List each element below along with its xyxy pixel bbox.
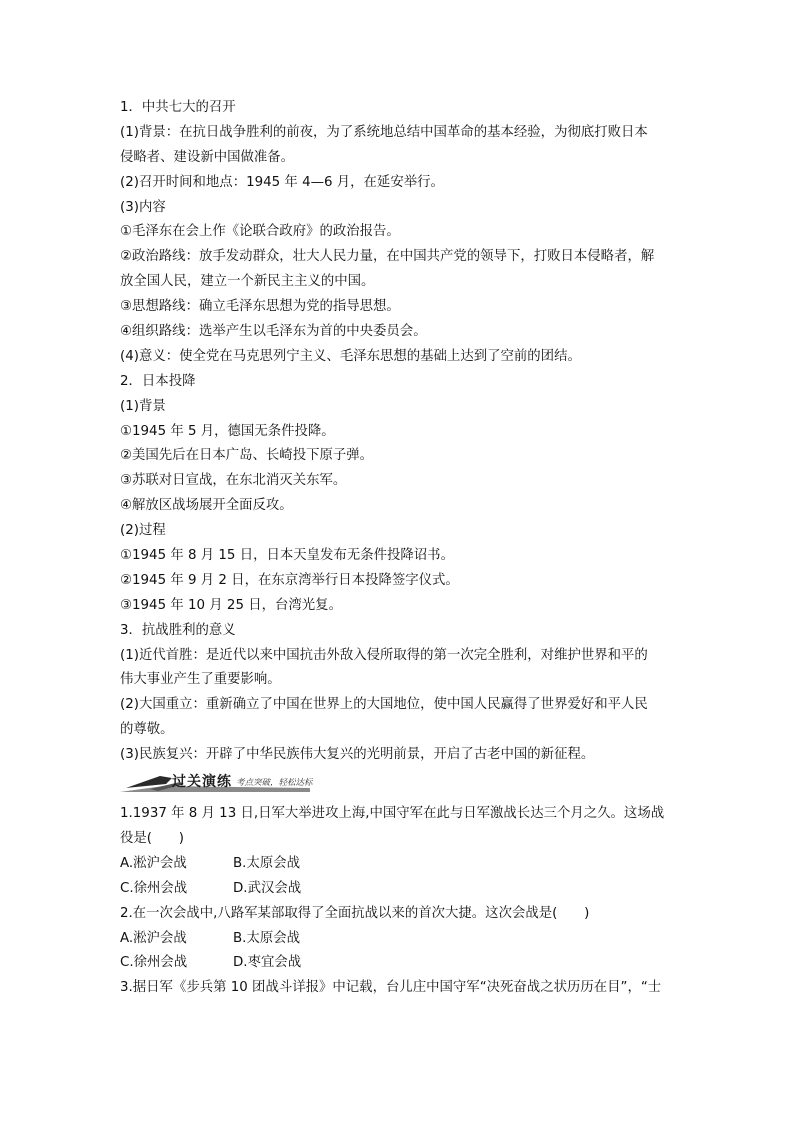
banner-subtitle: 考点突破，轻松达标: [236, 778, 313, 789]
option-c: C.徐州会战: [120, 955, 188, 971]
text-line: (3)内容: [120, 199, 166, 215]
text-line: (1)背景：在抗日战争胜利的前夜，为了系统地总结中国革命的基本经验，为彻底打败日本: [120, 124, 648, 140]
text-line: ①毛泽东在会上作《论联合政府》的政治报告。: [120, 224, 400, 240]
text-line: (1)近代首胜：是近代以来中国抗击外敌入侵所取得的第一次完全胜利，对维护世界和平的: [120, 647, 648, 663]
text-line: ①1945 年 8 月 15 日，日本天皇发布无条件投降诏书。: [120, 548, 454, 564]
question-1-options-row: [120, 877, 680, 902]
document-page: [120, 96, 680, 1001]
text-line: (4)意义：使全党在马克思列宁主义、毛泽东思想的基础上达到了空前的团结。: [120, 348, 581, 364]
text-line: ③思想路线：确立毛泽东思想为党的指导思想。: [120, 299, 400, 315]
section-2-title: 2．日本投降: [120, 373, 196, 389]
text-line: ③苏联对日宣战，在东北消灭关东军。: [120, 473, 347, 489]
option-a: A.淞沪会战: [120, 930, 187, 946]
text-line: ④解放区战场展开全面反攻。: [120, 498, 293, 514]
option-b: B.太原会战: [233, 855, 301, 871]
text-line: (2)过程: [120, 523, 166, 539]
question-2-stem: 2.在一次会战中,八路军某部取得了全面抗战以来的首次大捷。这次会战是( ): [120, 905, 590, 921]
text-line: 放全国人民，建立一个新民主主义的中国。: [120, 274, 375, 290]
text-line: (2)召开时间和地点：1945 年 4—6 月，在延安举行。: [120, 174, 444, 190]
question-1-stem: 役是( ): [120, 830, 185, 846]
text-line: ③1945 年 10 月 25 日，台湾光复。: [120, 597, 342, 613]
text-line: ②政治路线：放手发动群众，壮大人民力量，在中国共产党的领导下，打败日本侵略者，解: [120, 249, 655, 265]
section-1-title: 1．中共七大的召开: [120, 100, 236, 115]
option-d: D.武汉会战: [233, 880, 302, 896]
text-line: 的尊敬。: [120, 722, 174, 738]
section-3-title: 3．抗战胜利的意义: [120, 622, 236, 638]
question-1-options-row: [120, 852, 680, 877]
text-line: (3)民族复兴：开辟了中华民族伟大复兴的光明前景，开启了古老中国的新征程。: [120, 747, 595, 763]
option-d: D.枣宜会战: [233, 955, 302, 971]
text-line: (2)大国重立：重新确立了中国在世界上的大国地位，使中国人民赢得了世界爱好和平人民: [120, 697, 648, 713]
practice-banner: [120, 770, 680, 796]
text-line: 伟大事业产生了重要影响。: [120, 672, 281, 688]
text-line: ④组织路线：选举产生以毛泽东为首的中央委员会。: [120, 324, 427, 340]
text-line: 侵略者、建设新中国做准备。: [120, 149, 295, 165]
banner-title: 过关演练: [172, 774, 232, 791]
text-line: ①1945 年 5 月，德国无条件投降。: [120, 423, 335, 439]
text-line: ②1945 年 9 月 2 日，在东京湾举行日本投降签字仪式。: [120, 572, 459, 588]
option-a: A.淞沪会战: [120, 855, 187, 871]
option-c: C.徐州会战: [120, 880, 188, 896]
option-b: B.太原会战: [233, 930, 301, 946]
question-2-options-row: [120, 951, 680, 976]
text-line: (1)背景: [120, 398, 166, 414]
question-1-stem: 1.1937 年 8 月 13 日,日军大举进攻上海,中国守军在此与日军激战长达三个月之久。这场战: [120, 806, 665, 822]
question-3-stem: 3.据日军《步兵第 10 团战斗详报》中记载，台儿庄中国守军“决死奋战之状历历在目”，“士: [120, 980, 662, 996]
question-2-options-row: [120, 927, 680, 952]
text-line: ②美国先后在日本广岛、长崎投下原子弹。: [120, 448, 374, 464]
